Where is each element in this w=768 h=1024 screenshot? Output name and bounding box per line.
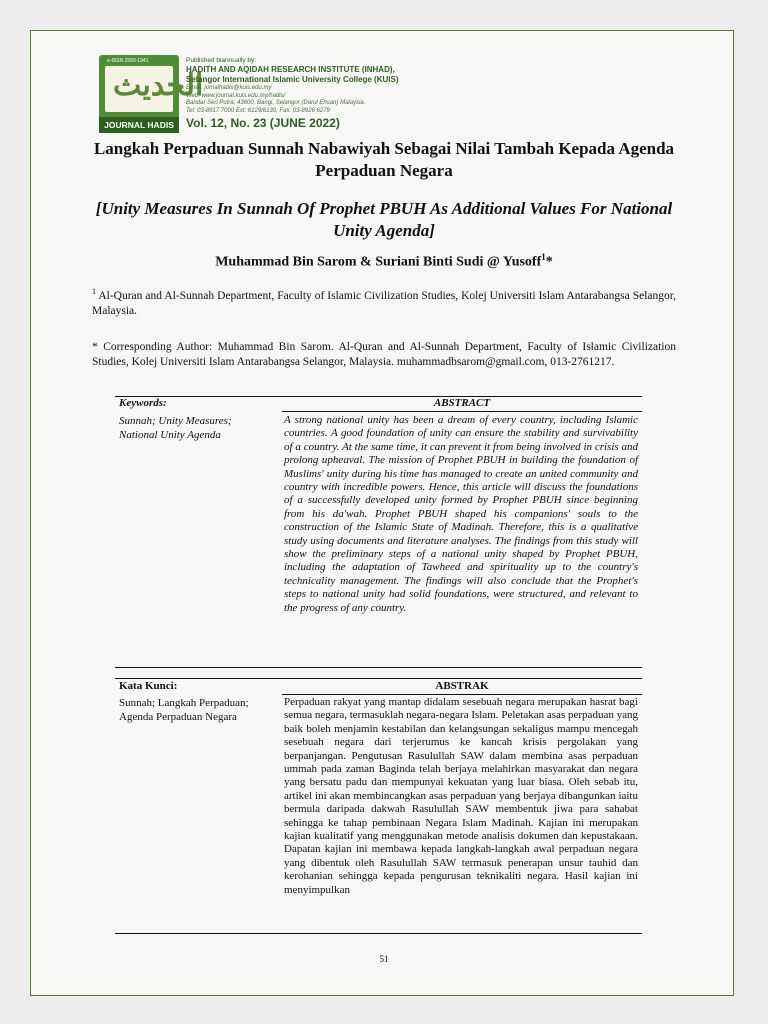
- abstract-heading: ABSTRACT: [433, 397, 491, 409]
- table-bottom-rule: [115, 667, 642, 668]
- institute-name: HADITH AND AQIDAH RESEARCH INSTITUTE (INHAD),: [186, 65, 395, 74]
- affiliation-marker: 1: [92, 287, 96, 296]
- author-names: Muhammad Bin Sarom & Suriani Binti Sudi @ Yusoff: [215, 254, 542, 270]
- affiliation-text: Al-Quran and Al-Sunnah Department, Faculty of Islamic Civilization Studies, Kolej Universiti Islam Antarabangsa Selangor, Malaysia.: [92, 289, 676, 317]
- author-corresponding-star: *: [545, 254, 553, 270]
- contact-web: Web: www.journal.kuis.edu.my/hadis/: [186, 92, 286, 99]
- corresponding-author: * Corresponding Author: Muhammad Bin Sarom. Al-Quran and Al-Sunnah Department, Faculty of Islamic Civilization Studies, Kolej Universiti Islam Antarabangsa Selangor, Malaysia. muhammadbsarom@gmail.com, 013-2761217.: [92, 341, 676, 368]
- title-english: [Unity Measures In Sunnah Of Prophet PBUH As Additional Values For National Unity Agenda]: [95, 199, 673, 240]
- abstract-heading-rule: [282, 411, 642, 412]
- logo-emblem: [105, 66, 204, 112]
- abstract-heading: ABSTRAK: [435, 680, 489, 692]
- logo-calligraphy: الحديث: [113, 68, 204, 103]
- keywords-list: Sunnah; Unity Measures; National Unity Agenda: [119, 415, 232, 442]
- abstract-text: A strong national unity has been a dream of every country, including Islamic countries. A good foundation of unity can ensure the stability and survivability of a country. At the same time, it can prevent it from being involved in crisis and prolong upheaval. The mission of Prophet PBUH in building the foundation of Muslims' unity during his time has managed to create an united community and country with incredible powers. Hence, this article will discuss the foundations of a successfully developed unity formed by Prophet PBUH since beginning from his da'wah. Prophet PBUH shaped his companions' souls to the construction of the Islamic State of Madinah. Therefore, this is a qualitative study using documents and literature analyses. The findings from this study will show the preliminary steps of a national unity shaped by Prophet PBUH, including the adaptation of Tawheed and spirituality up to the country's technicality management. The findings will also conclude that the Prophet's steps to national unity had solid foundations, were structured, and relevant to the progress of any country.: [284, 414, 638, 614]
- contact-address: Bandar Seri Putra, 43600, Bangi, Selangor (Darul Ehsan) Malaysia.: [186, 100, 366, 107]
- table-top-rule: [115, 678, 642, 679]
- published-label: Published biannually by:: [186, 57, 257, 64]
- contact-phone: Tel: 03-8917 7000 Ext: 6129/6130, Fax: 03-8926 6279: [186, 107, 330, 114]
- logo-band: JOURNAL HADIS: [99, 117, 179, 133]
- abstract-heading-rule: [282, 694, 642, 695]
- keywords-heading: Keywords:: [119, 397, 167, 409]
- table-bottom-rule: [115, 933, 642, 934]
- publisher-info: [186, 57, 399, 131]
- keywords-list: Sunnah; Langkah Perpaduan; Agenda Perpaduan Negara: [119, 697, 249, 724]
- college-name: Selangor International Islamic University College (KUIS): [186, 75, 399, 84]
- abstract-text: Perpaduan rakyat yang mantap didalam sesebuah negara merupakan hasrat bagi semua negara, termasuklah negara-negara Islam. Peletakan asas perpaduan yang baik boleh menjamin kestabilan dan kelangsungan sekaligus mampu mencegah sesebuah negara dari terjerumus ke kancah krisis pergolakan yang berpanjangan. Pengutusan Rasulullah SAW dalam membina asas perpaduan ummah pada zaman Baginda telah berjaya melahirkan masyarakat dan negara yang bersatu padu dan mempunyai kekuatan yang luar biasa. Oleh sebab itu, artikel ini akan membincangkan asas perpaduan yang berjaya dibangunkan iaitu bermula daripada dakwah Rasulullah SAW membentuk jiwa para sahabat sehingga ke tahap pembinaan Negara Islam Madinah. Kajian ini merupakan kajian kualitatif yang menggunakan metode analisis dokumen dan kepustakaan. Dapatan kajian ini membawa kepada langkah-langkah awal perpaduan negara yang dibentuk oleh Rasulullah SAW termasuk penerapan unsur tauhid dan kerohanian sehingga kepada pengurusan teknikaliti negara. Hasil kajian ini menyimpulkan: [284, 696, 638, 896]
- author-affil-marker: 1: [541, 252, 546, 262]
- journal-header: [99, 55, 519, 135]
- title-malay: Langkah Perpaduan Sunnah Nabawiyah Sebagai Nilai Tambah Kepada Agenda Perpaduan Negara: [93, 139, 675, 180]
- affiliation: [92, 284, 676, 319]
- volume-issue: Vol. 12, No. 23 (JUNE 2022): [186, 116, 340, 131]
- contact-email: Email: jurnalhadis@kuis.edu.my: [186, 85, 272, 91]
- authors: [90, 252, 678, 271]
- keywords-heading: Kata Kunci:: [119, 680, 178, 692]
- page-number: 51: [379, 954, 389, 964]
- logo-issn: e-ISSN 2550-1941: [107, 58, 149, 64]
- journal-logo: [99, 55, 204, 133]
